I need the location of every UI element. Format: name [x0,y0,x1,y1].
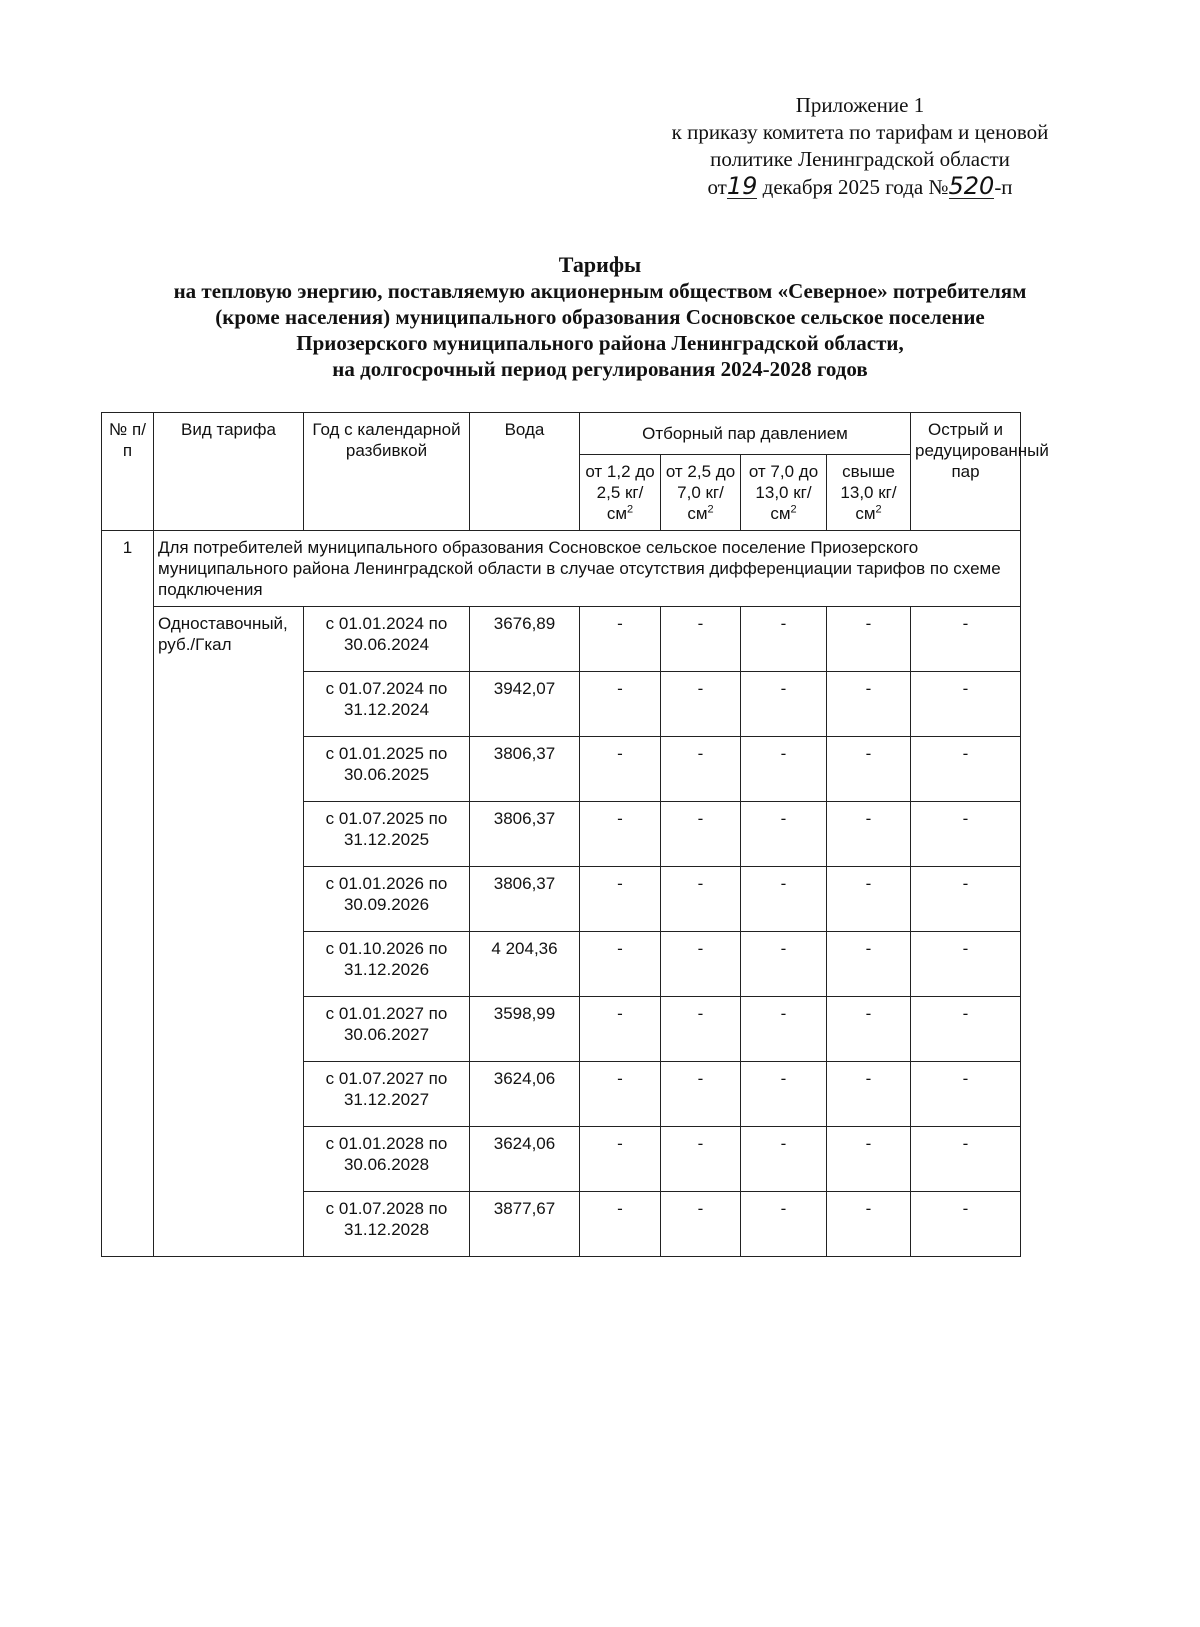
empty-value-cell: - [741,1062,827,1127]
empty-value-cell: - [827,867,911,932]
header-steam-group: Отборный пар давлением [580,413,911,455]
period-cell: с 01.07.2027 по 31.12.2027 [304,1062,470,1127]
empty-value-cell: - [661,607,741,672]
header-num: № п/п [102,413,154,531]
water-value-cell: 3806,37 [470,867,580,932]
empty-value-cell: - [661,1127,741,1192]
title-line-2: (кроме населения) муниципального образования Сосновское сельское поселение [215,305,985,329]
empty-value-cell: - [911,802,1021,867]
title-main: Тарифы [558,252,642,277]
empty-value-cell: - [827,997,911,1062]
water-value-cell: 3806,37 [470,737,580,802]
tariffs-table [101,412,1049,1257]
header-sharp-steam: Острый и редуцированный пар [911,413,1021,531]
empty-value-cell: - [580,737,661,802]
empty-value-cell: - [580,1127,661,1192]
period-cell: с 01.01.2026 по 30.09.2026 [304,867,470,932]
handwritten-day: 19 [726,172,758,200]
title-line-1: на тепловую энергию, поставляемую акционерным обществом «Северное» потребителям [173,279,1027,303]
water-value-cell: 4 204,36 [470,932,580,997]
empty-value-cell: - [911,1127,1021,1192]
empty-value-cell: - [580,802,661,867]
empty-value-cell: - [827,737,911,802]
empty-value-cell: - [661,867,741,932]
header-tariff-type: Вид тарифа [154,413,304,531]
document-title [60,252,1140,382]
appendix-header [600,92,1120,201]
empty-value-cell: - [827,672,911,737]
empty-value-cell: - [827,932,911,997]
empty-value-cell: - [827,1062,911,1127]
empty-value-cell: - [827,1192,911,1257]
water-value-cell: 3676,89 [470,607,580,672]
empty-value-cell: - [911,997,1021,1062]
empty-value-cell: - [661,1192,741,1257]
appendix-date-line [600,173,1120,201]
header-row-1 [102,413,1021,455]
period-cell: с 01.07.2028 по 31.12.2028 [304,1192,470,1257]
title-line-4: на долгосрочный период регулирования 2024-2028 годов [332,357,868,381]
header-steam-2: от 2,5 до 7,0 $кг/см^2$ [661,455,741,531]
tariff-type-cell: Одноставочный, руб./Гкал [154,607,304,1257]
empty-value-cell: - [741,1127,827,1192]
appendix-line-3: политике Ленинградской области [710,147,1010,171]
appendix-line-2: к приказу комитета по тарифам и ценовой [671,120,1049,144]
empty-value-cell: - [827,1127,911,1192]
header-year: Год с календарной разбивкой [304,413,470,531]
empty-value-cell: - [741,1192,827,1257]
empty-value-cell: - [741,867,827,932]
empty-value-cell: - [661,672,741,737]
date-prefix: от [707,175,727,199]
empty-value-cell: - [911,737,1021,802]
order-suffix: -п [994,175,1013,199]
empty-value-cell: - [661,737,741,802]
header-steam-1: от 1,2 до 2,5 $кг/см^2$ [580,455,661,531]
empty-value-cell: - [911,1062,1021,1127]
header-steam-4: свыше 13,0 $кг/см^2$ [827,455,911,531]
period-cell: с 01.10.2026 по 31.12.2026 [304,932,470,997]
water-value-cell: 3598,99 [470,997,580,1062]
empty-value-cell: - [580,932,661,997]
empty-value-cell: - [741,997,827,1062]
group-row [102,531,1021,607]
appendix-line-1: Приложение 1 [795,93,925,117]
water-value-cell: 3877,67 [470,1192,580,1257]
table-row [102,607,1021,672]
empty-value-cell: - [661,932,741,997]
period-cell: с 01.07.2025 по 31.12.2025 [304,802,470,867]
period-cell: с 01.01.2027 по 30.06.2027 [304,997,470,1062]
empty-value-cell: - [827,607,911,672]
empty-value-cell: - [911,607,1021,672]
empty-value-cell: - [741,737,827,802]
empty-value-cell: - [580,997,661,1062]
period-cell: с 01.01.2025 по 30.06.2025 [304,737,470,802]
header-steam-3: от 7,0 до 13,0 $кг/см^2$ [741,455,827,531]
empty-value-cell: - [911,1192,1021,1257]
water-value-cell: 3624,06 [470,1062,580,1127]
empty-value-cell: - [580,607,661,672]
period-cell: с 01.01.2028 по 30.06.2028 [304,1127,470,1192]
empty-value-cell: - [911,932,1021,997]
empty-value-cell: - [580,1062,661,1127]
group-title: Для потребителей муниципального образования Сосновское сельское поселение Приозерского муниципального района Ленинградской области в случае отсутствия дифференциации тарифов по схеме подключения [154,531,1021,607]
empty-value-cell: - [580,1192,661,1257]
water-value-cell: 3942,07 [470,672,580,737]
empty-value-cell: - [580,672,661,737]
empty-value-cell: - [741,607,827,672]
handwritten-order-number: 520 [948,172,995,200]
empty-value-cell: - [661,1062,741,1127]
empty-value-cell: - [741,802,827,867]
title-line-3: Приозерского муниципального района Ленинградской области, [296,331,904,355]
empty-value-cell: - [827,802,911,867]
group-number: 1 [102,531,154,1257]
period-cell: с 01.07.2024 по 31.12.2024 [304,672,470,737]
header-water: Вода [470,413,580,531]
empty-value-cell: - [661,997,741,1062]
empty-value-cell: - [741,932,827,997]
water-value-cell: 3806,37 [470,802,580,867]
empty-value-cell: - [911,672,1021,737]
empty-value-cell: - [661,802,741,867]
empty-value-cell: - [911,867,1021,932]
period-cell: с 01.01.2024 по 30.06.2024 [304,607,470,672]
water-value-cell: 3624,06 [470,1127,580,1192]
empty-value-cell: - [580,867,661,932]
date-rest: декабря 2025 года № [762,175,949,199]
empty-value-cell: - [741,672,827,737]
